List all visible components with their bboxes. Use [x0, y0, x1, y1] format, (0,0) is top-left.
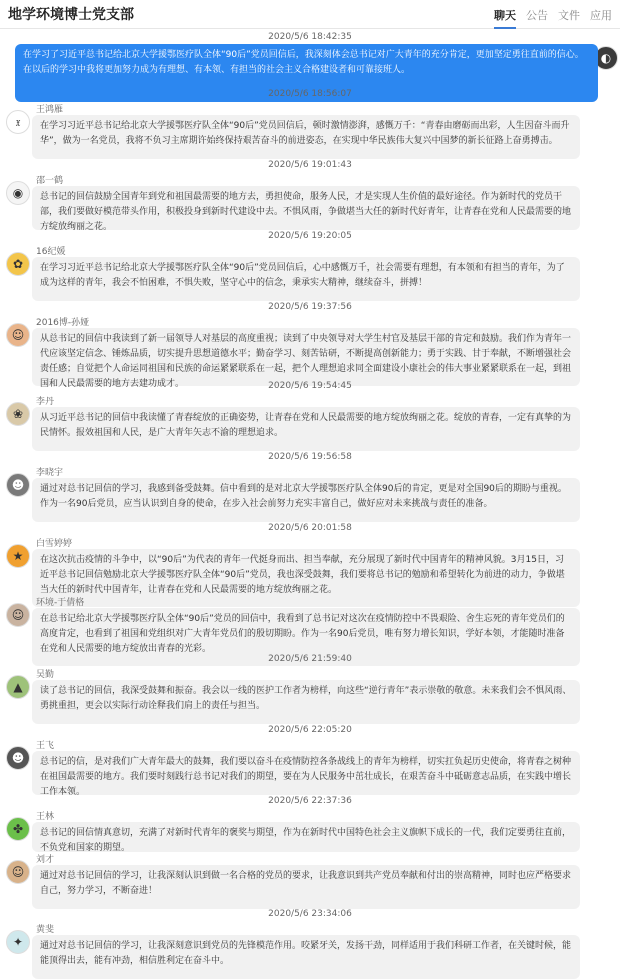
message-timestamp: 2020/5/6 19:37:56 [268, 302, 352, 312]
cartoon-face-avatar-icon[interactable]: ✦ [6, 930, 30, 954]
message-timestamp: 2020/5/6 22:05:20 [268, 725, 352, 735]
dark-avatar-icon[interactable]: ◐ [594, 46, 618, 70]
message-timestamp: 2020/5/6 19:20:05 [268, 231, 352, 241]
message-bubble: 通过对总书记回信的学习，让我深刻认识到做一名合格的党员的要求，让我意识到共产党员奉献和付出的崇高精神，同时也应严格要求自己，努力学习，不断奋进！ [32, 865, 580, 909]
message-bubble: 通过对总书记回信的学习，我感到备受鼓舞。信中看到的是对北京大学援鄂医疗队全体90后的肯定，更是对全国90后的期盼与重视。作为一名90后党员，应当认识到自身的使命，在步入社会前努力充实丰富自己，做好应对未来挑战与责任的准备。 [32, 478, 580, 522]
sender-name[interactable]: 王林 [36, 812, 55, 822]
girl-avatar-icon[interactable]: ☺ [6, 323, 30, 347]
sender-name[interactable]: 刘才 [36, 855, 55, 865]
message-bubble: 从习近平总书记的回信中我读懂了青春绽放的正确姿势，让青春在党和人民最需要的地方绽放绚丽之花。绽放的青春，一定有真挚的为民情怀。报效祖国和人民，是广大青年矢志不渝的理想追求。 [32, 407, 580, 451]
message-timestamp: 2020/5/6 19:01:43 [268, 160, 352, 170]
message-bubble: 总书记的回信鼓励全国青年到党和祖国最需要的地方去，勇担使命，服务人民，才是实现人生价值的最好途径。作为新时代的党员干部，我们要做好模范带头作用，积极投身到新时代建设中去。不惧风雨，争做堪当大任的新时代好青年，让青春在党和人民最需要的地方绽放绚丽之花。 [32, 186, 580, 230]
sender-name[interactable]: 黄斐 [36, 925, 55, 935]
message-bubble: 总书记的信，是对我们广大青年最大的鼓舞，我们要以奋斗在疫情防控各条战线上的青年为榜样，切实扛负起历史使命，将青春之树种在祖国最需要的地方。我们要时刻践行总书记对我们的期望，要在为人民服务中茁壮成长，在艰苦奋斗中砥砺意志品质，在实践中增长工作本领。 [32, 751, 580, 795]
message-timestamp: 2020/5/6 19:54:45 [268, 381, 352, 391]
calligraphy-avatar-icon[interactable]: 𝔵 [6, 110, 30, 134]
woman-avatar-icon[interactable]: ☺ [6, 603, 30, 627]
man-avatar-icon[interactable]: ☻ [6, 746, 30, 770]
photo-avatar-icon[interactable]: ❀ [6, 402, 30, 426]
tab-announcement[interactable]: 公告 [526, 9, 548, 22]
tab-chat[interactable]: 聊天 [494, 9, 516, 22]
chat-header [0, 0, 620, 29]
message-bubble: 通过对总书记回信的学习，让我深刻意识到党员的先锋模范作用。咬紧牙关，发扬干劲，同样适用于我们科研工作者，在关键时候，能能顶得出去，能有冲劲，相信胜利定在奋斗中。 [32, 935, 580, 979]
bamboo-avatar-icon[interactable]: ✤ [6, 817, 30, 841]
sender-name[interactable]: 李晓宇 [36, 468, 64, 478]
group-title: 地学环境博士党支部 [8, 7, 134, 23]
message-bubble: 在学习习近平总书记给北京大学援鄂医疗队全体“90后”党员回信后，心中感慨万千，社会需要有理想，有本领和有担当的青年，为了成为这样的青年，我会不怕困难，不惧失败，坚守心中的信念，秉承实大精神，继续奋斗，拼搏！ [32, 257, 580, 301]
sender-name[interactable]: 16纪媛 [36, 247, 66, 257]
sender-name[interactable]: 邵一鹤 [36, 176, 64, 186]
person-avatar-icon[interactable]: ☻ [6, 473, 30, 497]
message-bubble: 总书记的回信情真意切，充满了对新时代青年的褒奖与期望，作为在新时代中国特色社会主义旗帜下成长的一代，我们定要勇往直前，不负党和国家的期望。 [32, 822, 580, 852]
message-bubble: 读了总书记的回信，我深受鼓舞和振奋。我会以一线的医护工作者为榜样，向这些“逆行青年”表示崇敬的敬意。未来我们会不惧风雨、勇挑重担，更会以实际行动诠释我们肩上的责任与担当。 [32, 680, 580, 724]
tab-bar [494, 7, 612, 23]
bee-avatar-icon[interactable]: ✿ [6, 252, 30, 276]
sender-name[interactable]: 李丹 [36, 397, 55, 407]
sender-name[interactable]: 吴勤 [36, 670, 55, 680]
message-timestamp: 2020/5/6 18:42:35 [268, 32, 352, 42]
kid-avatar-icon[interactable]: ☺ [6, 860, 30, 884]
tab-files[interactable]: 文件 [558, 9, 580, 22]
message-bubble: 在学习习近平总书记给北京大学援鄂医疗队全体“90后”党员回信后，顿时激情澎湃，感慨万千：“青春由磨砺而出彩，人生因奋斗而升华”，做为一名党员，我将不负习主席期许始终保持艰苦奋斗的前进姿态，在实现中华民族伟大复兴中国梦的新长征路上奋勇搏击。 [32, 115, 580, 159]
message-timestamp: 2020/5/6 23:34:06 [268, 909, 352, 919]
message-timestamp: 2020/5/6 21:59:40 [268, 654, 352, 664]
sender-name[interactable]: 环境-于倩格 [36, 598, 85, 608]
sender-name[interactable]: 白雪婷婷 [36, 539, 73, 549]
message-bubble: 在学习了习近平总书记给北京大学援鄂医疗队全体“90后”党员回信后，我深刻体会总书记对广大青年的充分肯定，更加坚定勇往直前的信心。在以后的学习中我将更加努力成为有理想、有本领、有担当的社会主义合格建设者和可靠接班人。 [15, 44, 598, 102]
sender-name[interactable]: 王鸿雁 [36, 105, 64, 115]
anime-avatar-icon[interactable]: ★ [6, 544, 30, 568]
message-timestamp: 2020/5/6 20:01:58 [268, 523, 352, 533]
landscape-avatar-icon[interactable]: ▲ [6, 675, 30, 699]
sender-name[interactable]: 王飞 [36, 741, 55, 751]
tab-apps[interactable]: 应用 [590, 9, 612, 22]
message-timestamp: 2020/5/6 22:37:36 [268, 796, 352, 806]
cartoon-avatar-icon[interactable]: ◉ [6, 181, 30, 205]
message-timestamp: 2020/5/6 19:56:58 [268, 452, 352, 462]
message-bubble: 从总书记的回信中我读到了新一届领导人对基层的高度重视；读到了中央领导对大学生村官及基层干部的肯定和鼓励。我们作为青年一代应该坚定信念、锤炼品质，切实提升思想道德水平；勤奋学习、刻苦钻研，不断提高创新能力；勇于实践、甘于奉献，不断增强社会责任感；自觉把个人命运同祖国和民族的命运紧紧联系在一起，把个人理想追求同全面建设小康社会的伟大事业紧紧联系在一起，到祖国和人民最需要的地方去建功成才。 [32, 328, 580, 386]
message-bubble: 在总书记给北京大学援鄂医疗队全体“90后”党员的回信中，我看到了总书记对这次在疫情防控中不畏艰险、舍生忘死的青年党员们的高度肯定，也看到了祖国和党组织对广大青年党员们的殷切期盼。作为一名90后党员，唯有努力增长知识，学好本领，才能随时准备在党和人民需要的地方绽放出青春的光彩。 [32, 608, 580, 666]
message-bubble: 在这次抗击疫情的斗争中，以“90后”为代表的青年一代挺身而出、担当奉献，充分展现了新时代中国青年的精神风貌。3月15日，习近平总书记回信勉励北京大学援鄂医疗队全体“90后”党员，我也深受鼓舞，我们要将总书记的勉励和希望转化为前进的动力，争做堪当大任的新时代中国青年，让青春在党和人民最需要的地方绽放绚丽之花。 [32, 549, 580, 607]
sender-name[interactable]: 2016博-孙娅 [36, 318, 90, 328]
message-timestamp: 2020/5/6 18:56:07 [268, 89, 352, 99]
